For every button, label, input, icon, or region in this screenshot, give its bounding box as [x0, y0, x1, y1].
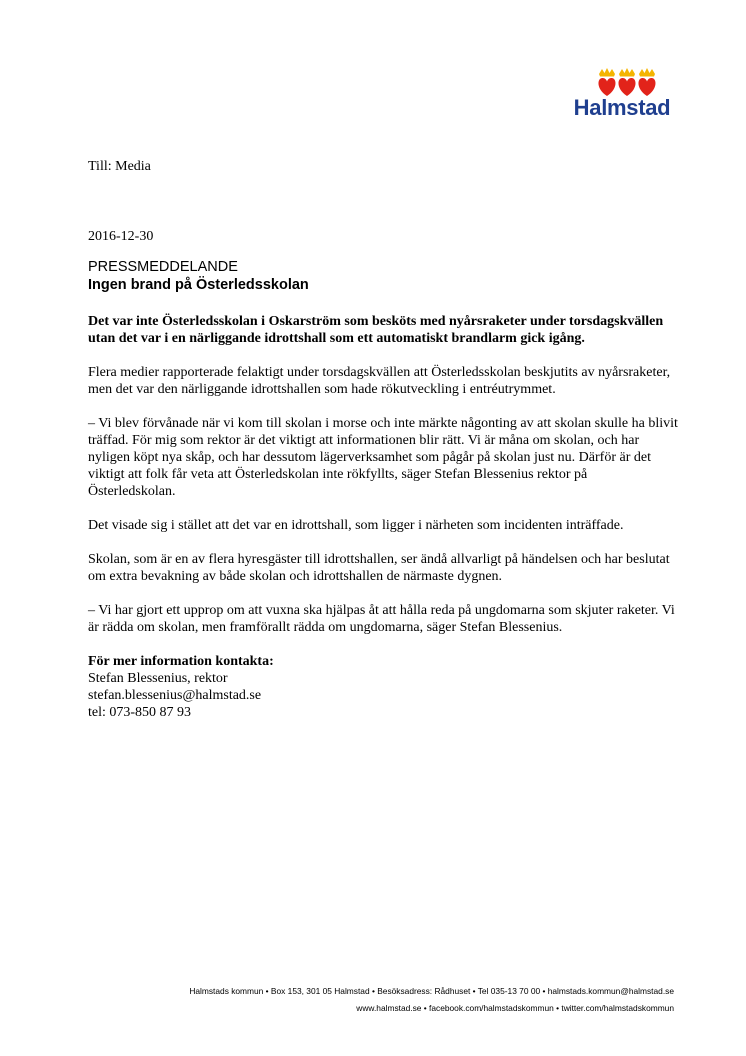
- logo-wordmark: Halmstad: [573, 95, 671, 120]
- crowned-heart-2: [618, 68, 635, 96]
- halmstad-logo: [566, 68, 678, 124]
- press-release: [88, 158, 678, 721]
- contact-email[interactable]: stefan.blessenius@halmstad.se: [88, 688, 262, 703]
- footer-address-line: Halmstads kommun • Box 153, 301 05 Halmstad • Besöksadress: Rådhuset • Tel 035-13 70 00 • halmstads.kommun@halmstad.se: [189, 986, 674, 996]
- crowned-hearts-icon: [566, 68, 678, 98]
- release-label: PRESSMEDDELANDE: [88, 259, 238, 275]
- crowned-heart-3: [638, 68, 655, 96]
- release-heading: [88, 258, 678, 294]
- release-date: 2016-12-30: [88, 229, 154, 244]
- lead-paragraph: Det var inte Österledsskolan i Oskarström som besköts med nyårsraketer under torsdagskvällen utan det var i en närliggande idrottshall som ett automatiskt brandlarm gick igång.: [88, 314, 664, 346]
- body-paragraph-3: Det visade sig i stället att det var en idrottshall, som ligger i närheten som incidenten inträffade.: [88, 518, 624, 533]
- page-footer: [189, 983, 674, 1017]
- release-title: Ingen brand på Österledsskolan: [88, 277, 309, 293]
- contact-title: För mer information kontakta:: [88, 654, 274, 669]
- recipient-line: Till: Media: [88, 159, 151, 174]
- footer-web-line: www.halmstad.se • facebook.com/halmstadskommun • twitter.com/halmstadskommun: [356, 1003, 674, 1013]
- body-paragraph-2: – Vi blev förvånade när vi kom till skolan i morse och inte märkte någonting av att skolan skulle ha blivit träffad. För mig som rektor är det viktigt att informationen blir rätt. Vi är måna om skolan, och har nyligen köpt nya skåp, och har dessutom lägerverksamhet som pågår på skolan just nu. Därför är det viktigt att folk får veta att Österledskolan inte rökfyllts, säger Stefan Blessenius rektor på Österledskolan.: [88, 416, 678, 499]
- contact-phone: tel: 073-850 87 93: [88, 705, 192, 720]
- body-paragraph-4: Skolan, som är en av flera hyresgäster till idrottshallen, ser ändå allvarligt på händelsen och har beslutat om extra bevakning av både skolan och idrottshallen de närmaste dygnen.: [88, 552, 670, 584]
- contact-block: [88, 653, 678, 721]
- body-paragraph-5: – Vi har gjort ett upprop om att vuxna ska hjälpas åt att hålla reda på ungdomarna som skjuter raketer. Vi är rädda om skolan, men framförallt rädda om ungdomarna, säger Stefan Blessenius.: [88, 603, 675, 635]
- body-paragraph-1: Flera medier rapporterade felaktigt under torsdagskvällen att Österledsskolan beskjutits av nyårsraketer, men det var den närliggande idrottshallen som hade rökutveckling i entréutrymmet.: [88, 365, 671, 397]
- contact-name: Stefan Blessenius, rektor: [88, 671, 228, 686]
- crowned-heart-1: [598, 68, 615, 96]
